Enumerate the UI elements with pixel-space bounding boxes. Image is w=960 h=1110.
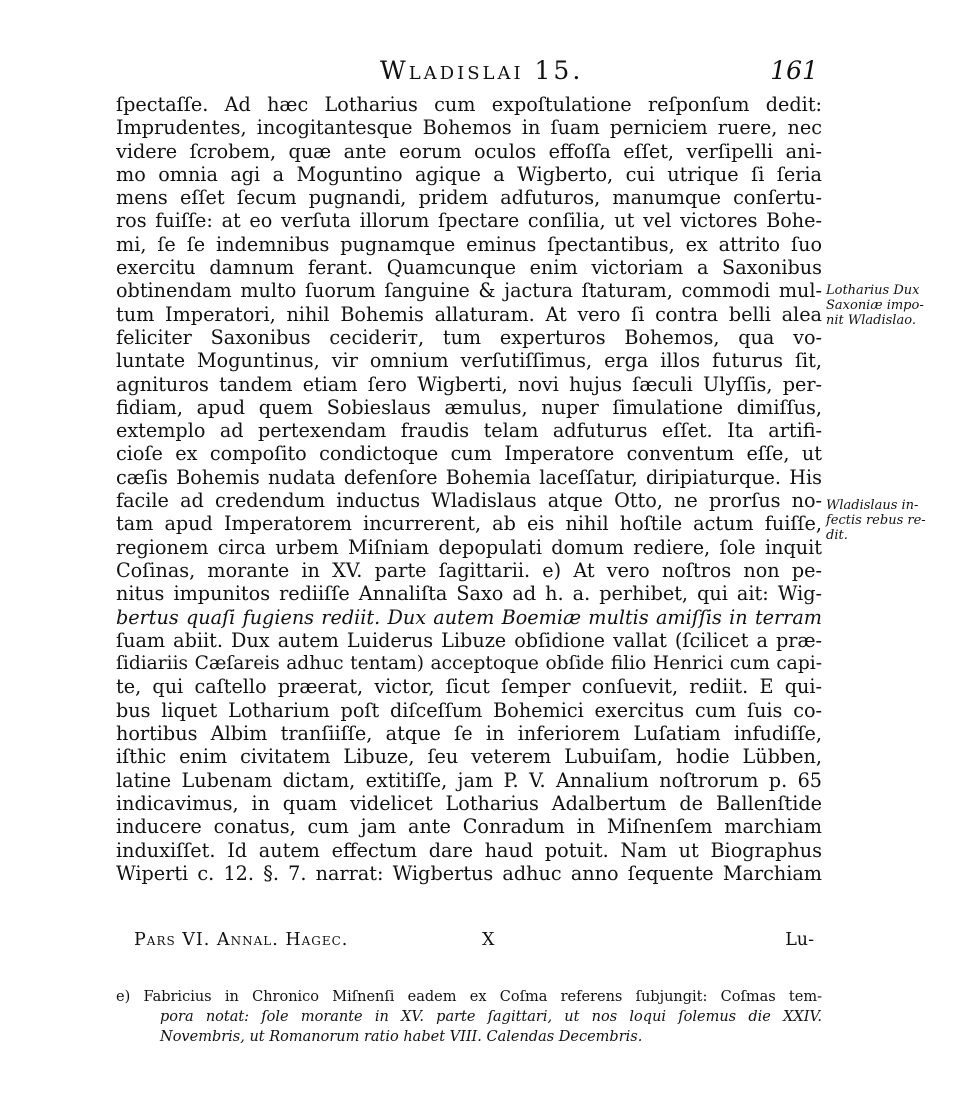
text-line: latine Lubenam dictam, extitiſſe, jam P. V. Annalium noſtrorum p. 65 (116, 768, 822, 792)
sheet-signature: X (482, 930, 495, 950)
text-line: obtinendam multo ſuorum ſanguine & jactura ſtaturam, commodi mul- (116, 279, 822, 303)
catchword: Lu- (785, 930, 814, 950)
text-line: facile ad credendum inductus Wladislaus atque Otto, ne prorſus no- (116, 489, 822, 513)
text-line: Coſinas, morante in XV. parte ſagittarii. e) At vero noſtros non pe- (116, 558, 822, 582)
footnote-line: pora notat: ſole morante in XV. parte ſagittari, ut nos loqui ſolemus die XXIV. (160, 1009, 822, 1025)
text-line: nitus impunitos rediiſſe Annaliſta Saxo ad h. a. perhibet, qui ait: Wig- (116, 582, 822, 606)
text-line: tum Imperatori, nihil Bohemis allaturam. At vero ſi contra belli alea (116, 302, 822, 326)
text-line: mens eſſet ſecum pugnandi, pridem adfuturos, manumque conſertu- (116, 186, 822, 210)
margin-note-line: dit. (826, 528, 848, 543)
text-line: ſidiariis Cæſareis adhuc tentam) acceptoque obſide filio Henrici cum capi- (116, 653, 822, 675)
margin-note-line: Lotharius Dux (826, 283, 920, 298)
text-line: Imprudentes, incogitantesque Bohemos in ſuam perniciem ruere, nec (116, 116, 822, 140)
text-line: mo omnia agi a Moguntino agique a Wigberto, cui utrique ſi ſeria (116, 162, 822, 186)
footnote (116, 987, 822, 1047)
text-line: regionem circa urbem Miſniam depopulati domum rediere, ſole inquit (116, 535, 822, 559)
text-line: cæſis Bohemis nudata defenſore Bohemia laceſſatur, diripiaturque. His (116, 465, 822, 489)
text-line: feliciter Saxonibus cecideriт, tum experturos Bohemos, qua vo- (116, 325, 822, 349)
text-line: bus liquet Lotharium poſt diſceſſum Bohemici exercitus cum ſuis co- (116, 698, 822, 722)
text-line: iſthic enim civitatem Libuze, ſeu veterem Lubuiſam, hodie Lübben, (116, 745, 822, 769)
text-line: te, qui caſtello præerat, victor, ſicut ſemper conſuevit, rediit. E qui- (116, 675, 822, 699)
margin-note (826, 283, 924, 328)
text-line: cioſe ex compoſito condictoque cum Imperatore conventum eſſe, ut (116, 442, 822, 466)
text-line: tam apud Imperatorem incurrerent, ab eis nihil hoſtile actum fuiſſe, (116, 512, 822, 536)
text-line: ros fuiſſe: at eo verſuta illorum ſpectare conſilia, ut vel victores Bohe- (116, 209, 822, 233)
margin-note-line: Saxoniæ impo- (826, 298, 924, 313)
main-text (116, 93, 822, 885)
text-line: Wiperti c. 12. §. 7. narrat: Wigbertus adhuc anno ſequente Marchiam (116, 861, 822, 885)
text-line: indicavimus, in quam videlicet Lotharius Adalbertum de Ballenſtide (116, 791, 822, 815)
text-line: luntate Moguntinus, vir omnium verſutiſſimus, erga illos futurus ſit, (116, 349, 822, 373)
text-line: mi, ſe ſe indemnibus pugnamque eminus ſpectantibus, ex attrito ſuo (116, 232, 822, 256)
running-title: Wladislai 15. (380, 56, 584, 85)
text-line: ſuam abiit. Dux autem Luiderus Libuze obſidione vallat (ſcilicet a præ- (116, 628, 822, 652)
text-line-quote: bertus quaſi fugiens rediit. Dux autem Boemiæ multis amiſſis in terram (116, 605, 822, 629)
text-line: hortibus Albim tranſiiſſe, atque ſe in inferiorem Luſatiam infudiſſe, (116, 722, 822, 746)
signature-line (134, 930, 814, 954)
margin-note (826, 498, 926, 543)
page-header (118, 56, 818, 90)
text-line: videre ſcrobem, quæ ante eorum oculos effoſſa eſſet, verſipelli ani- (116, 139, 822, 163)
text-line: fidiam, apud quem Sobieslaus æmulus, nuper ſimulatione dimiſſus, (116, 395, 822, 419)
footnote-line: e) Fabricius in Chronico Miſnenſi eadem ex Coſma referens ſubjungit: Coſmas tem- (116, 989, 822, 1005)
text-line: exercitu damnum ferant. Quamcunque enim victoriam a Saxonibus (116, 256, 822, 280)
margin-note-line: fectis rebus re- (826, 513, 926, 528)
text-line: ſpectaſſe. Ad hæc Lotharius cum expoſtulatione reſponſum dedit: (116, 93, 822, 116)
margin-note-line: nit Wladislao. (826, 313, 916, 328)
signature-mark: Pars VI. Annal. Hagec. (134, 930, 349, 950)
text-line: agnituros tandem etiam ſero Wigberti, novi hujus ſæculi Ulyſſis, per- (116, 372, 822, 396)
text-line: induxiſſet. Id autem effectum dare haud potuit. Nam ut Biographus (116, 838, 822, 862)
footnote-line: Novembris, ut Romanorum ratio habet VIII. Calendas Decembris. (160, 1029, 643, 1045)
text-line: inducere conatus, cum jam ante Conradum in Miſnenſem marchiam (116, 815, 822, 839)
margin-note-line: Wladislaus in- (826, 498, 919, 513)
text-line: extemplo ad pertexendam fraudis telam adfuturus eſſet. Ita artifi- (116, 419, 822, 443)
page-number: 161 (770, 56, 818, 85)
